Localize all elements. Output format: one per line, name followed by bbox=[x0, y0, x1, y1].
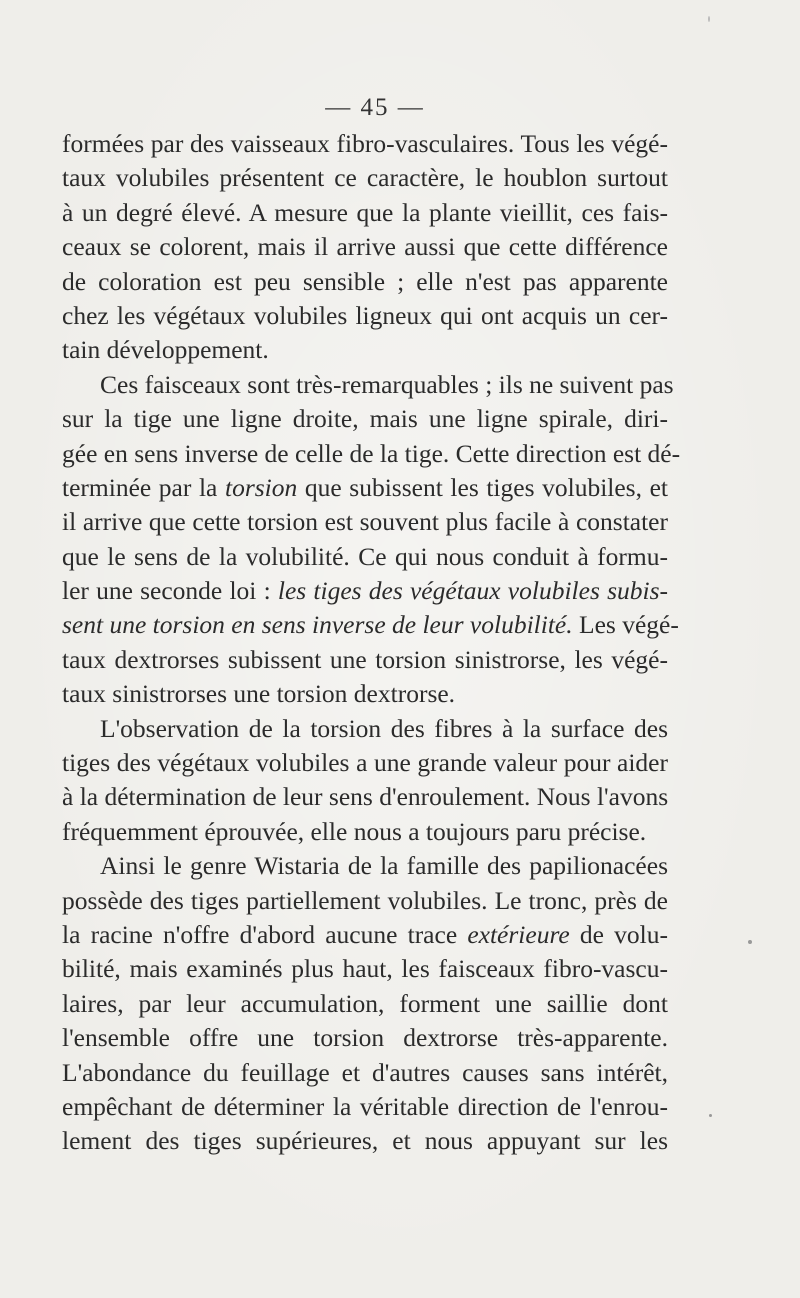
text-segment: que subissent les tiges volubiles, et bbox=[297, 472, 668, 502]
page-number: — 45 — bbox=[325, 94, 425, 121]
text-segment: fréquemment éprouvée, elle nous a toujours paru précise. bbox=[62, 816, 647, 846]
text-segment: bilité, mais examinés plus haut, les faisceaux fibro-vascu- bbox=[62, 954, 668, 984]
text-line bbox=[62, 161, 668, 195]
text-line bbox=[62, 884, 668, 918]
text-line bbox=[62, 505, 668, 539]
italic-text: les tiges des végétaux volubiles subis- bbox=[277, 576, 668, 606]
text-line bbox=[62, 540, 668, 574]
text-segment: à la détermination de leur sens d'enroulement. Nous l'avons bbox=[62, 782, 669, 812]
text-line bbox=[62, 987, 668, 1021]
text-line bbox=[62, 1090, 668, 1124]
text-segment: de coloration est peu sensible ; elle n'est pas apparente bbox=[62, 266, 668, 296]
body-text bbox=[62, 127, 681, 1159]
text-line bbox=[62, 299, 668, 333]
text-segment: L'abondance du feuillage et d'autres causes sans intérêt, bbox=[62, 1057, 668, 1087]
text-line bbox=[62, 196, 668, 230]
text-segment: ceaux se colorent, mais il arrive aussi que cette différence bbox=[62, 232, 668, 262]
text-segment: tiges des végétaux volubiles a une grande valeur pour aider bbox=[62, 748, 668, 778]
text-segment: de volu- bbox=[569, 919, 668, 949]
paper-speck bbox=[708, 16, 710, 22]
text-line bbox=[62, 712, 668, 746]
text-segment: que le sens de la volubilité. Ce qui nous conduit à formu- bbox=[62, 541, 668, 571]
italic-text: sent une torsion en sens inverse de leur volubilité. bbox=[62, 610, 573, 640]
text-line bbox=[62, 608, 679, 642]
text-segment: la racine n'offre d'abord aucune trace bbox=[62, 919, 468, 949]
text-segment: taux volubiles présentent ce caractère, le houblon surtout bbox=[62, 163, 668, 193]
paper-speck bbox=[748, 940, 752, 944]
text-segment: possède des tiges partiellement volubiles. Le tronc, près de bbox=[62, 885, 668, 915]
text-segment: Ces faisceaux sont très-remarquables ; ils ne suivent pas bbox=[100, 369, 674, 399]
text-segment: tain développement. bbox=[62, 335, 269, 365]
text-segment: à un degré élevé. A mesure que la plante vieillit, ces fais- bbox=[62, 197, 668, 227]
text-segment: L'observation de la torsion des fibres à la surface des bbox=[100, 713, 668, 743]
text-segment: formées par des vaisseaux fibro-vasculaires. Tous les végé- bbox=[62, 129, 668, 158]
text-segment: empêchant de déterminer la véritable direction de l'enrou- bbox=[62, 1091, 668, 1121]
text-line bbox=[62, 265, 668, 299]
text-segment: taux dextrorses subissent une torsion sinistrorse, les végé- bbox=[62, 644, 668, 674]
text-line bbox=[62, 230, 668, 264]
text-line bbox=[62, 402, 668, 436]
text-line bbox=[62, 815, 668, 849]
text-segment: lement des tiges supérieures, et nous appuyant sur les bbox=[62, 1126, 668, 1156]
text-line bbox=[62, 471, 668, 505]
text-line bbox=[62, 368, 674, 402]
text-line bbox=[62, 127, 668, 161]
text-line bbox=[62, 1124, 668, 1158]
text-segment: ler une seconde loi : bbox=[62, 576, 278, 606]
text-segment: taux sinistrorses une torsion dextrorse. bbox=[62, 679, 456, 709]
text-segment: Ainsi le genre Wistaria de la famille des papilionacées bbox=[100, 851, 668, 881]
italic-text: extérieure bbox=[467, 919, 570, 949]
text-line bbox=[62, 918, 668, 952]
text-line bbox=[62, 849, 668, 883]
text-line bbox=[62, 1021, 668, 1055]
text-line bbox=[62, 746, 668, 780]
text-line bbox=[62, 333, 668, 367]
text-segment: gée en sens inverse de celle de la tige. Cette direction est dé- bbox=[62, 438, 681, 468]
text-segment: sur la tige une ligne droite, mais une ligne spirale, diri- bbox=[62, 404, 668, 434]
text-line bbox=[62, 677, 668, 711]
text-segment: laires, par leur accumulation, forment une saillie dont bbox=[62, 988, 668, 1018]
text-segment: chez les végétaux volubiles ligneux qui ont acquis un cer- bbox=[62, 300, 668, 330]
paper-speck bbox=[709, 1114, 712, 1117]
text-line bbox=[62, 643, 668, 677]
text-segment: il arrive que cette torsion est souvent plus facile à constater bbox=[62, 507, 668, 537]
text-line bbox=[62, 437, 681, 471]
text-line bbox=[62, 1056, 668, 1090]
italic-text: torsion bbox=[224, 472, 298, 502]
text-line bbox=[62, 952, 668, 986]
text-line bbox=[62, 780, 668, 814]
text-segment: terminée par la bbox=[62, 472, 225, 502]
text-line bbox=[62, 574, 668, 608]
text-segment: Les végé- bbox=[572, 610, 679, 640]
text-segment: l'ensemble offre une torsion dextrorse très-apparente. bbox=[62, 1023, 668, 1053]
